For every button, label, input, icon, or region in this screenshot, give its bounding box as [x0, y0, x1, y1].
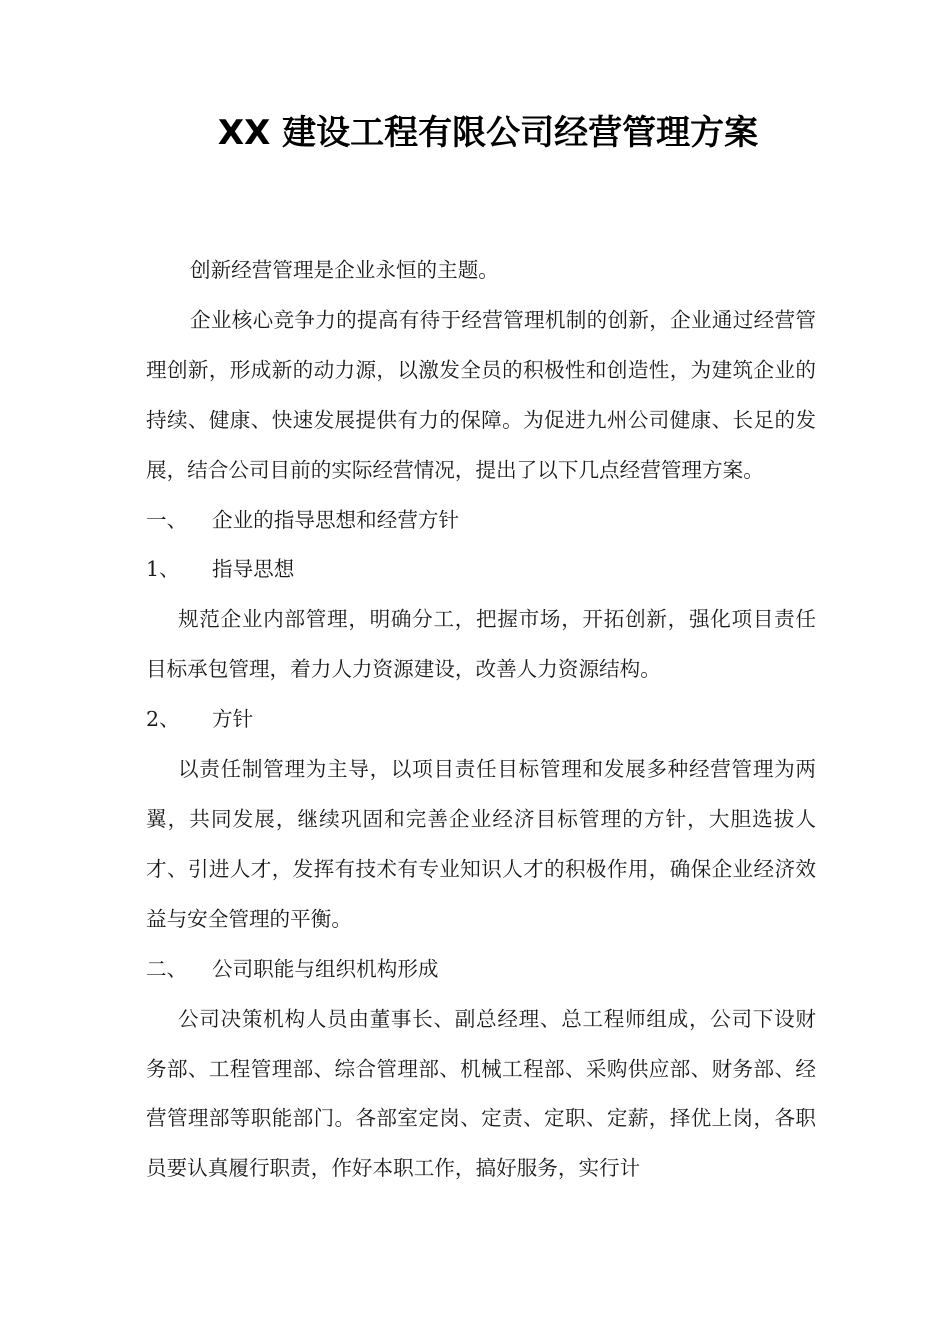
subsection-number: 2、	[146, 707, 180, 732]
paragraph-innovation: 企业核心竞争力的提高有待于经营管理机制的创新，企业通过经营管理创新，形成新的动力源，以激发全员的积极性和创造性，为建筑企业的持续、健康、快速发展提供有力的保障。为促进九州公司健康、长足的发展，结合公司目前的实际经营情况，提出了以下几点经营管理方案。	[146, 307, 816, 482]
section-heading-2	[146, 945, 816, 995]
section-number: 二、	[146, 956, 188, 981]
section-heading-1	[146, 496, 816, 546]
paragraph-policy: 以责任制管理为主导，以项目责任目标管理和发展多种经营管理为两翼，共同发展，继续巩固和完善企业经济目标管理的方针，大胆选拔人才、引进人才，发挥有技术有专业知识人才的积极作用，确保企业经济效益与安全管理的平衡。	[146, 757, 816, 931]
subsection-heading-2	[146, 695, 816, 745]
document-body	[146, 246, 816, 1194]
subsection-title: 指导思想	[212, 557, 295, 582]
paragraph-guiding-ideology: 规范企业内部管理，明确分工，把握市场，开拓创新，强化项目责任目标承包管理，着力人力资源建设，改善人力资源结构。	[146, 607, 816, 682]
section-title: 企业的指导思想和经营方针	[212, 507, 460, 532]
subsection-number: 1、	[146, 557, 180, 582]
intro-paragraph: 创新经营管理是企业永恒的主题。	[190, 258, 499, 282]
paragraph-organization: 公司决策机构人员由董事长、副总经理、总工程师组成，公司下设财务部、工程管理部、综合管理部、机械工程部、采购供应部、财务部、经营管理部等职能部门。各部室定岗、定责、定职、定薪，择优上岗，各职员要认真履行职责，作好本职工作，搞好服务，实行计	[146, 1006, 816, 1181]
subsection-title: 方针	[212, 707, 254, 732]
document-title: XX 建设工程有限公司经营管理方案	[217, 113, 759, 153]
section-number: 一、	[146, 507, 188, 532]
subsection-heading-1	[146, 545, 816, 595]
section-title: 公司职能与组织机构形成	[212, 956, 439, 981]
